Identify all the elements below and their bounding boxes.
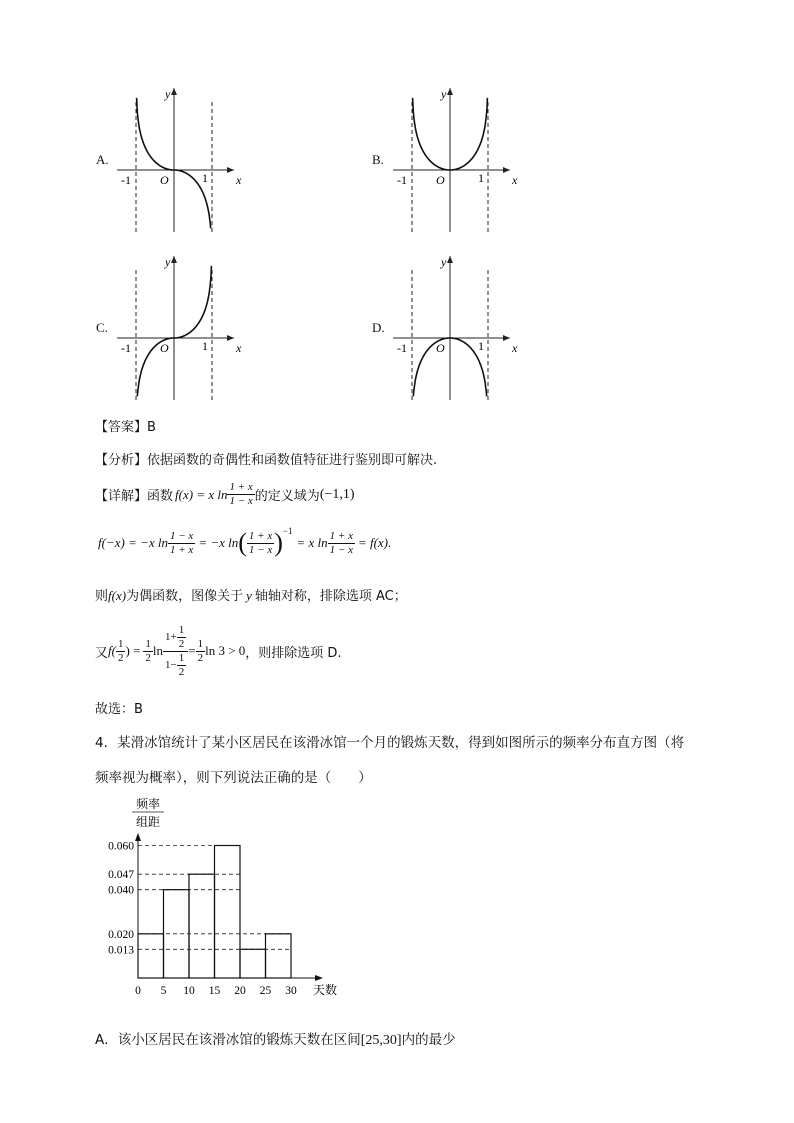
x-tick-label: 30	[285, 985, 297, 997]
graph-a	[112, 82, 247, 237]
frequency-histogram	[98, 795, 368, 1005]
fneg-frac: $\frac{1 - x}{1 + x}$	[170, 529, 194, 556]
question-line-2: 频率视为概率），则下列说法正确的是（ ）	[95, 770, 372, 786]
question-line-1: 4．某滑冰馆统计了某小区居民在该滑冰馆一个月的锻炼天数，得到如图所示的频率分布直方图（将	[95, 735, 685, 751]
analysis-text: 依据函数的奇偶性和函数值特征进行鉴别即可解决.	[147, 453, 438, 468]
y-axis-label: y	[441, 87, 447, 101]
fneg-result: = f(x).	[357, 535, 392, 550]
ylabel-numerator: 频率	[135, 797, 161, 811]
x-axis-arrow	[503, 167, 510, 173]
y-tick-label: 0.047	[108, 869, 134, 882]
y-axis-arrow	[135, 833, 141, 841]
fneg-mid: = −x ln	[198, 535, 239, 550]
x-tick-label: 25	[259, 985, 272, 997]
tick-label-neg-one: -1	[121, 341, 131, 355]
origin-label: O	[160, 341, 169, 355]
x-tick-label: 5	[160, 985, 167, 997]
x-axis-arrow	[315, 975, 323, 981]
histogram-bar	[215, 846, 241, 979]
option-a-text: A．该小区居民在该滑冰馆的锻炼天数在区间[25,30]内的最少	[95, 1032, 456, 1048]
origin-label: O	[436, 341, 445, 355]
x-axis-label: x	[512, 173, 518, 187]
fneg-exp: −1	[282, 526, 293, 536]
y-tick-label: 0.060	[108, 840, 134, 853]
detail-tag: 【详解】	[95, 489, 148, 504]
analysis-line	[95, 449, 437, 468]
analysis-tag: 【分析】	[95, 453, 148, 468]
tick-label-one: 1	[478, 171, 484, 185]
answer-tag: 【答案】	[95, 420, 148, 435]
option-c-label: C.	[96, 320, 108, 335]
ylabel-denominator: 组距	[135, 815, 161, 829]
x-axis-arrow	[227, 335, 234, 341]
domain-text: 的定义域为	[254, 489, 320, 504]
y-axis-arrow	[447, 256, 453, 263]
y-axis-label: y	[441, 255, 447, 269]
histogram-bar	[138, 934, 164, 978]
detail-line-3: 则f(x)为偶函数，图像关于 y 轴轴对称，排除选项 AC；	[95, 588, 407, 604]
option-a-label: A.	[96, 152, 109, 167]
graph-c	[112, 250, 247, 405]
tick-label-neg-one: -1	[121, 173, 131, 187]
tick-label-neg-one: -1	[397, 173, 407, 187]
x-axis-label: x	[512, 341, 518, 355]
origin-label: O	[436, 173, 445, 187]
y-axis-label: y	[165, 87, 171, 101]
detail-line-2: f(−x) = −x ln $\frac{1 - x}{1 + x}$ = −x ln ( $\frac{1 + x}{1 - x}$ ) −1 = x ln $\frac{1 + x}{1 - x}$ = f(x).	[98, 526, 392, 557]
graph-b	[388, 82, 523, 237]
histogram-bar	[266, 934, 292, 978]
x-axis-label: 天数	[313, 983, 338, 997]
fneg-frac3: $\frac{1 + x}{1 - x}$	[329, 529, 353, 556]
detail-frac1: $\frac{1 + x}{1 - x}$	[229, 481, 253, 507]
answer-line	[95, 416, 156, 435]
y-tick-label: 0.040	[108, 884, 134, 897]
domain-value: (−1,1)	[319, 486, 355, 502]
y-axis-arrow	[171, 88, 177, 95]
x-axis-arrow	[503, 335, 510, 341]
histogram-bar	[240, 949, 266, 978]
answer-value: B	[147, 420, 156, 435]
detail-prefix: 函数	[147, 489, 174, 504]
choose-line: 故选：B	[95, 702, 143, 717]
y-axis-label: y	[165, 255, 171, 269]
detail-line-4: 又 f( $\frac{1}{2}$ ) = $\frac{1}{2}$ ln 1+ $\frac{1}{2}$ 1− $\frac{1}{2}$ = $\frac{1}{2}$ ln 3 > 0 ，则排除选项 D.	[95, 623, 342, 678]
tick-label-one: 1	[202, 339, 208, 353]
tick-label-one: 1	[202, 171, 208, 185]
option-b-label: B.	[372, 152, 384, 167]
y-axis-arrow	[171, 256, 177, 263]
x-tick-label: 20	[234, 985, 246, 997]
x-tick-label: 10	[183, 985, 195, 997]
nested-frac: 1+ $\frac{1}{2}$ 1− $\frac{1}{2}$	[163, 625, 188, 678]
y-tick-label: 0.013	[108, 944, 134, 957]
x-tick-label: 0	[135, 985, 141, 997]
fneg-eq: = x ln	[296, 535, 328, 550]
tick-label-one: 1	[478, 339, 484, 353]
y-tick-label: 0.020	[108, 928, 134, 941]
graph-d	[388, 250, 523, 405]
option-d-label: D.	[372, 320, 385, 335]
x-axis-arrow	[227, 167, 234, 173]
x-axis-label: x	[236, 341, 242, 355]
y-axis-arrow	[447, 88, 453, 95]
detail-fx: f(x) = x ln	[175, 486, 228, 502]
fneg-lhs: f(−x) = −x ln	[98, 535, 168, 550]
x-axis-label: x	[236, 173, 242, 187]
detail-line-1	[95, 482, 355, 507]
x-tick-label: 15	[208, 985, 221, 997]
origin-label: O	[160, 173, 169, 187]
tick-label-neg-one: -1	[397, 341, 407, 355]
fneg-frac2: $\frac{1 + x}{1 - x}$	[248, 529, 273, 556]
